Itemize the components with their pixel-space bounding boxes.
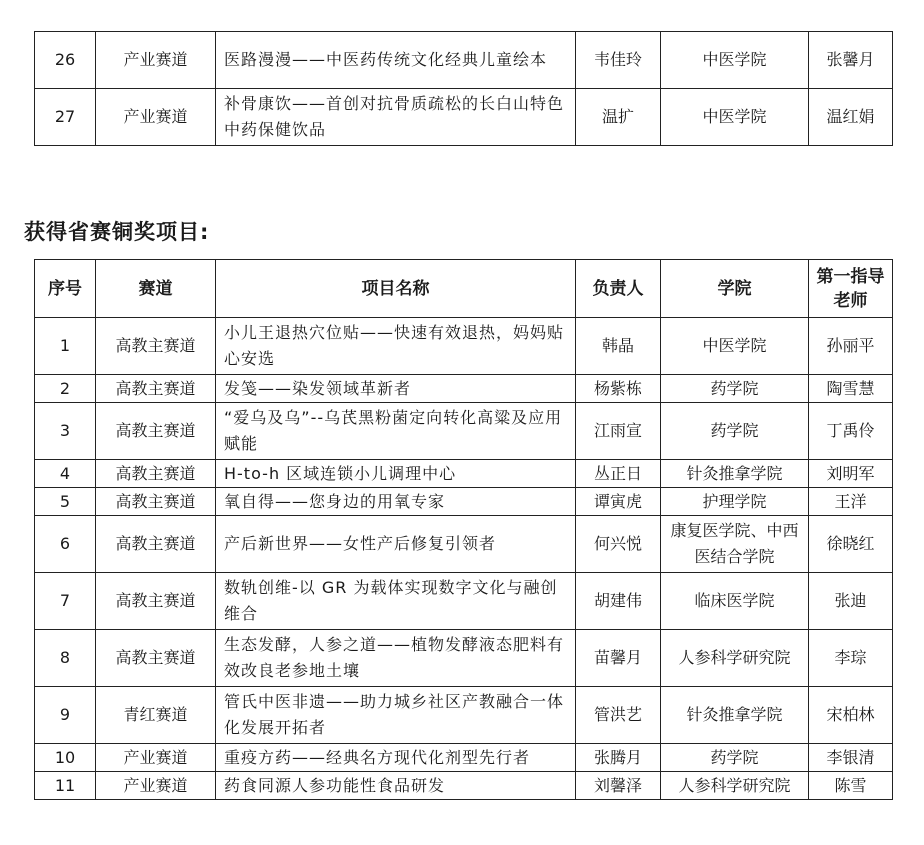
header-row [35, 260, 893, 318]
cell-project: 管氏中医非遗——助力城乡社区产教融合一体化发展开拓者 [216, 687, 576, 744]
cell-advisor: 张馨月 [809, 32, 893, 89]
cell-leader: 苗馨月 [576, 630, 661, 687]
previous-awards-table [34, 31, 893, 146]
cell-no: 5 [35, 488, 96, 516]
cell-track: 高教主赛道 [96, 573, 216, 630]
cell-no: 2 [35, 375, 96, 403]
cell-project: 发笺——染发领域革新者 [216, 375, 576, 403]
cell-leader: 江雨宣 [576, 403, 661, 460]
cell-advisor: 徐晓红 [809, 516, 893, 573]
cell-project: 重疫方药——经典名方现代化剂型先行者 [216, 744, 576, 772]
header-advisor: 第一指导老师 [809, 260, 893, 318]
table-row [35, 32, 893, 89]
cell-college: 护理学院 [661, 488, 809, 516]
cell-college: 临床医学院 [661, 573, 809, 630]
table-row [35, 772, 893, 800]
section-title: 获得省赛铜奖项目: [24, 220, 210, 244]
cell-project: H-to-h 区域连锁小儿调理中心 [216, 460, 576, 488]
cell-college: 中医学院 [661, 89, 809, 146]
cell-no: 1 [35, 318, 96, 375]
cell-leader: 韩晶 [576, 318, 661, 375]
cell-college: 人参科学研究院 [661, 772, 809, 800]
cell-advisor: 张迪 [809, 573, 893, 630]
cell-no: 10 [35, 744, 96, 772]
table-row [35, 318, 893, 375]
cell-no: 6 [35, 516, 96, 573]
cell-track: 高教主赛道 [96, 403, 216, 460]
cell-track: 产业赛道 [96, 744, 216, 772]
cell-project: 产后新世界——女性产后修复引领者 [216, 516, 576, 573]
cell-project: 小儿王退热穴位贴——快速有效退热，妈妈贴心安选 [216, 318, 576, 375]
cell-no: 8 [35, 630, 96, 687]
cell-college: 针灸推拿学院 [661, 687, 809, 744]
table-row [35, 516, 893, 573]
cell-leader: 管洪艺 [576, 687, 661, 744]
header-no: 序号 [35, 260, 96, 318]
table-row [35, 687, 893, 744]
cell-leader: 胡建伟 [576, 573, 661, 630]
cell-project: “爱乌及乌”--乌芪黑粉菌定向转化高粱及应用赋能 [216, 403, 576, 460]
cell-advisor: 宋柏林 [809, 687, 893, 744]
cell-project: 氧自得——您身边的用氧专家 [216, 488, 576, 516]
cell-no: 9 [35, 687, 96, 744]
cell-project: 补骨康饮——首创对抗骨质疏松的长白山特色中药保健饮品 [216, 89, 576, 146]
cell-advisor: 刘明军 [809, 460, 893, 488]
header-track: 赛道 [96, 260, 216, 318]
cell-track: 产业赛道 [96, 32, 216, 89]
cell-track: 高教主赛道 [96, 460, 216, 488]
table-row [35, 744, 893, 772]
table-row [35, 89, 893, 146]
cell-advisor: 李银清 [809, 744, 893, 772]
cell-no: 27 [35, 89, 96, 146]
cell-track: 青红赛道 [96, 687, 216, 744]
cell-advisor: 陶雪慧 [809, 375, 893, 403]
cell-leader: 韦佳玲 [576, 32, 661, 89]
cell-track: 高教主赛道 [96, 488, 216, 516]
table-row [35, 460, 893, 488]
cell-advisor: 李琮 [809, 630, 893, 687]
cell-track: 产业赛道 [96, 772, 216, 800]
cell-track: 高教主赛道 [96, 375, 216, 403]
cell-advisor: 陈雪 [809, 772, 893, 800]
cell-college: 中医学院 [661, 32, 809, 89]
cell-leader: 温扩 [576, 89, 661, 146]
cell-leader: 谭寅虎 [576, 488, 661, 516]
cell-leader: 杨紫栋 [576, 375, 661, 403]
header-project: 项目名称 [216, 260, 576, 318]
cell-college: 人参科学研究院 [661, 630, 809, 687]
cell-advisor: 孙丽平 [809, 318, 893, 375]
cell-college: 中医学院 [661, 318, 809, 375]
cell-advisor: 丁禹伶 [809, 403, 893, 460]
cell-college: 药学院 [661, 403, 809, 460]
cell-no: 4 [35, 460, 96, 488]
cell-track: 高教主赛道 [96, 516, 216, 573]
cell-no: 3 [35, 403, 96, 460]
bronze-awards-table [34, 259, 893, 800]
cell-project: 生态发酵，人参之道——植物发酵液态肥料有效改良老参地土壤 [216, 630, 576, 687]
cell-college: 针灸推拿学院 [661, 460, 809, 488]
cell-no: 11 [35, 772, 96, 800]
table-row [35, 403, 893, 460]
cell-leader: 刘馨泽 [576, 772, 661, 800]
cell-track: 产业赛道 [96, 89, 216, 146]
cell-project: 药食同源人参功能性食品研发 [216, 772, 576, 800]
cell-no: 26 [35, 32, 96, 89]
table-row [35, 630, 893, 687]
header-college: 学院 [661, 260, 809, 318]
cell-project: 数轨创维-以 GR 为载体实现数字文化与融创维合 [216, 573, 576, 630]
table-row [35, 375, 893, 403]
header-leader: 负责人 [576, 260, 661, 318]
cell-no: 7 [35, 573, 96, 630]
cell-leader: 何兴悦 [576, 516, 661, 573]
cell-track: 高教主赛道 [96, 630, 216, 687]
table-row [35, 488, 893, 516]
cell-leader: 张腾月 [576, 744, 661, 772]
cell-college: 康复医学院、中西医结合学院 [661, 516, 809, 573]
cell-project: 医路漫漫——中医药传统文化经典儿童绘本 [216, 32, 576, 89]
cell-leader: 丛正日 [576, 460, 661, 488]
cell-college: 药学院 [661, 375, 809, 403]
table-row [35, 573, 893, 630]
cell-college: 药学院 [661, 744, 809, 772]
cell-advisor: 王洋 [809, 488, 893, 516]
cell-advisor: 温红娟 [809, 89, 893, 146]
cell-track: 高教主赛道 [96, 318, 216, 375]
